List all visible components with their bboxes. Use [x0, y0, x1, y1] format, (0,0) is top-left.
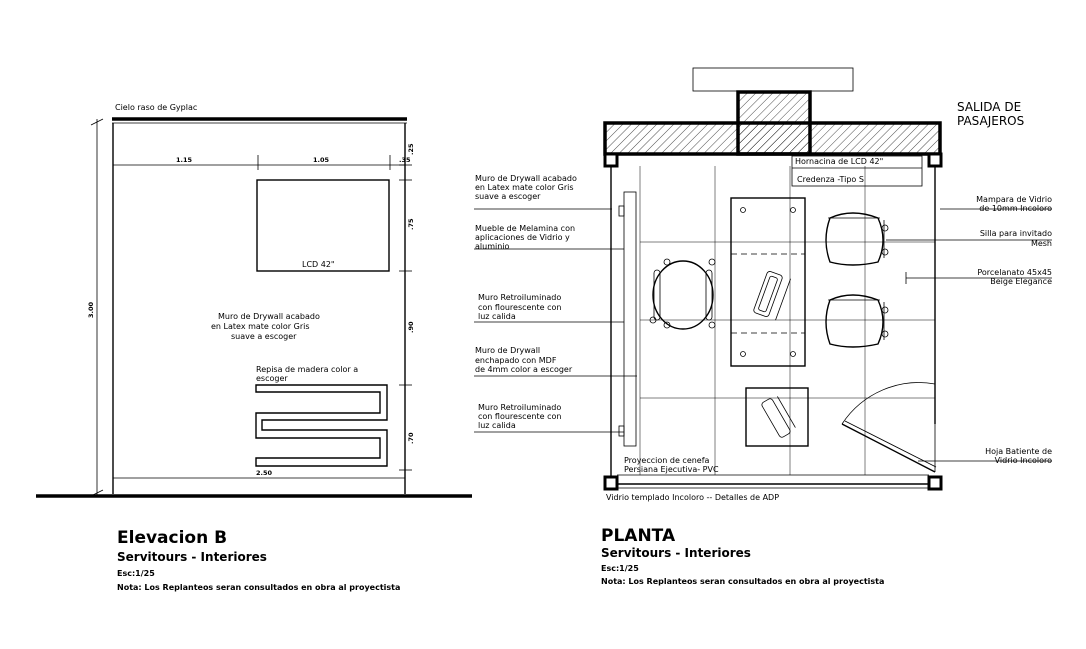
svg-text:Muro Retroiluminado: Muro Retroiluminado [478, 403, 562, 412]
guest-chair-top-icon [826, 213, 888, 265]
plan-note: Nota: Los Replanteos seran consultados en obra al proyectista [601, 577, 885, 586]
elevation-top-dimensions [113, 155, 411, 170]
svg-text:luz calida: luz calida [478, 421, 516, 430]
left-wall-cabinet [624, 192, 636, 446]
svg-text:suave a escoger: suave a escoger [231, 332, 297, 341]
svg-text:Muro Retroiluminado: Muro Retroiluminado [478, 293, 562, 302]
elevation-view [36, 103, 472, 592]
svg-text:aluminio: aluminio [475, 242, 510, 251]
dim-total-height: 3.00 [87, 301, 95, 318]
svg-text:Mueble de Melamina con: Mueble de Melamina con [475, 224, 576, 233]
lcd-screen [257, 180, 389, 271]
door-swing [842, 383, 936, 472]
elevation-right-dimensions [399, 123, 415, 494]
plan-view [474, 68, 1052, 586]
credenza-label: Credenza -Tipo S [797, 175, 864, 184]
shelf-note-line2: escoger [256, 374, 288, 383]
svg-text:Muro de Drywall: Muro de Drywall [475, 346, 541, 355]
svg-text:con flourescente con: con flourescente con [478, 412, 562, 421]
svg-text:Hoja Batiente de: Hoja Batiente de [985, 447, 1052, 456]
svg-text:luz calida: luz calida [478, 312, 516, 321]
corner-col-bl [605, 477, 617, 489]
left-note-1 [475, 174, 577, 201]
dim-shelf-height: .70 [407, 432, 415, 444]
left-note-5 [478, 403, 561, 430]
guest-chair-bottom-icon [826, 295, 888, 347]
elevation-total-width [113, 469, 405, 478]
plan-subtitle: Servitours - Interiores [601, 546, 751, 560]
svg-text:Mesh: Mesh [1030, 239, 1052, 248]
dim-top-gap: .25 [407, 143, 415, 155]
svg-text:aplicaciones de Vidrio y: aplicaciones de Vidrio y [475, 233, 570, 242]
svg-text:Beige Elegance: Beige Elegance [990, 277, 1052, 286]
svg-text:Vidrio Incoloro: Vidrio Incoloro [994, 456, 1052, 465]
lcd-label: LCD 42" [302, 260, 335, 269]
right-leader-lines [886, 209, 1052, 461]
dim-edge-width: .35 [399, 156, 411, 164]
dim-right-width: 1.05 [313, 156, 330, 164]
column [738, 92, 810, 154]
top-box [693, 68, 853, 91]
ceiling-label: Cielo raso de Gyplac [115, 103, 198, 112]
shelf-note-line1: Repisa de madera color a [256, 365, 359, 374]
elevation-subtitle: Servitours - Interiores [117, 550, 267, 564]
right-note-3 [977, 268, 1052, 286]
shelf-outline [256, 385, 387, 466]
bottom-note-vidrio: Vidrio templado Incoloro -- Detalles de ADP [606, 493, 780, 502]
right-note-4 [985, 447, 1052, 465]
corner-col-tl [605, 154, 617, 166]
hornacina-label: Hornacina de LCD 42" [795, 157, 884, 166]
side-table [746, 388, 808, 446]
svg-text:en Latex mate color Gris: en Latex mate color Gris [475, 183, 574, 192]
laptop-icon [753, 271, 791, 321]
elevation-total-height [87, 119, 103, 496]
elevation-title: Elevacion B [117, 528, 228, 548]
corner-col-br [929, 477, 941, 489]
svg-text:Muro de Drywall acabado: Muro de Drywall acabado [475, 174, 577, 183]
bottom-note-cenefa: Proyeccion de cenefa [624, 456, 710, 465]
right-note-2 [980, 229, 1052, 248]
elevation-scale: Esc:1/25 [117, 569, 155, 578]
dim-left-width: 1.15 [176, 156, 193, 164]
wall-note [211, 312, 320, 341]
dim-total-width: 2.50 [256, 469, 273, 477]
elevation-note: Nota: Los Replanteos seran consultados en obra al proyectista [117, 583, 401, 592]
dim-tv-height: .75 [407, 218, 415, 230]
svg-text:suave a escoger: suave a escoger [475, 192, 541, 201]
svg-text:Silla para invitado: Silla para invitado [979, 229, 1052, 238]
left-note-3 [478, 293, 561, 321]
executive-chair-icon [650, 259, 715, 329]
dim-wall-height: .90 [407, 321, 415, 333]
bottom-note-persiana: Persiana Ejecutiva- PVC [624, 465, 719, 474]
right-note-1 [976, 195, 1052, 213]
plan-title: PLANTA [601, 526, 676, 546]
exit-label-line1: SALIDA DE [957, 100, 1022, 114]
svg-text:con flourescente con: con flourescente con [478, 303, 562, 312]
svg-text:de 10mm Incoloro: de 10mm Incoloro [979, 204, 1052, 213]
corner-col-tr [929, 154, 941, 166]
svg-text:de 4mm color a escoger: de 4mm color a escoger [475, 365, 573, 374]
exit-label-line2: PASAJEROS [957, 114, 1025, 128]
svg-text:enchapado con MDF: enchapado con MDF [475, 356, 557, 365]
left-note-2 [475, 224, 575, 251]
svg-text:Mampara de Vidrio: Mampara de Vidrio [976, 195, 1052, 204]
plan-scale: Esc:1/25 [601, 564, 639, 573]
svg-text:Porcelanato 45x45: Porcelanato 45x45 [977, 268, 1052, 277]
svg-text:en Latex mate color Gris: en Latex mate color Gris [211, 322, 310, 331]
floor-tile-grid [640, 166, 935, 475]
side-table-object-icon [761, 395, 797, 439]
svg-text:Muro de Drywall acabado: Muro de Drywall acabado [218, 312, 320, 321]
left-note-4 [475, 346, 573, 374]
